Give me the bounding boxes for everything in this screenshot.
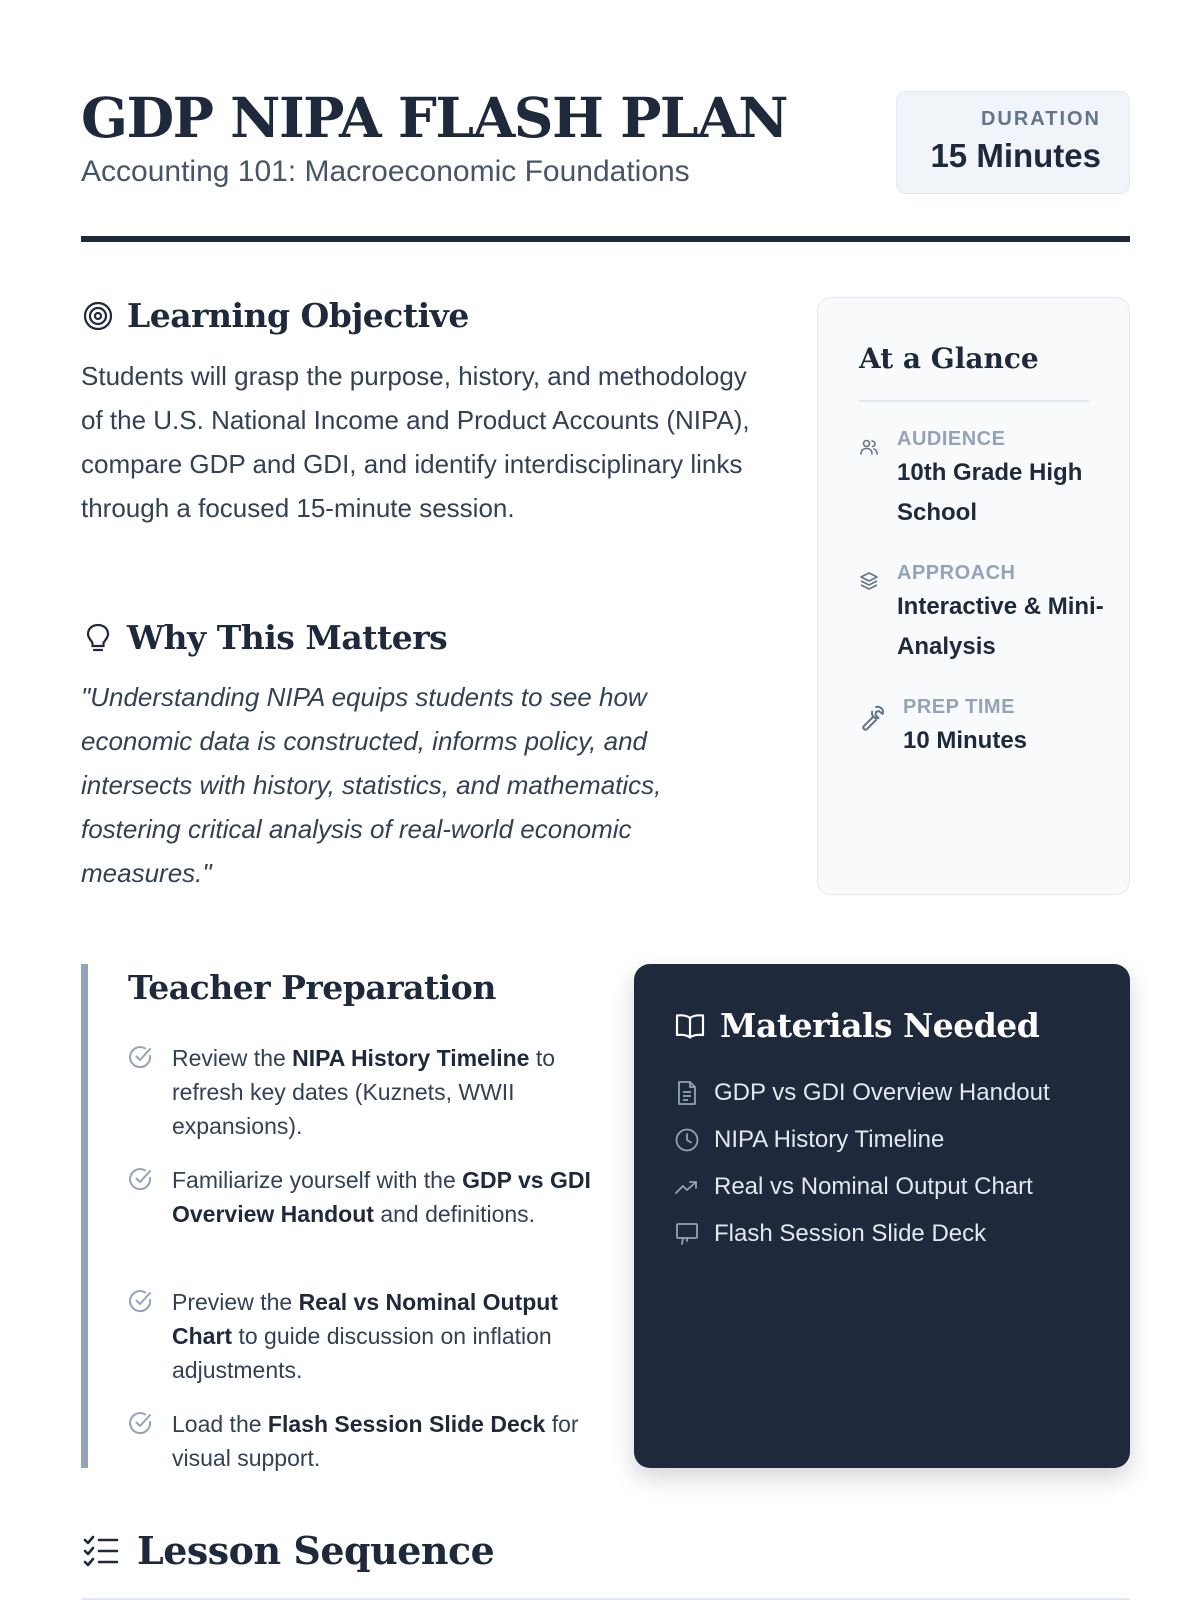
header-divider	[81, 236, 1130, 242]
glance-value-approach: Interactive & Mini-Analysis	[897, 593, 1104, 660]
at-a-glance-title: At a Glance	[859, 342, 1039, 375]
prep-item	[128, 1407, 598, 1475]
page-subtitle: Accounting 101: Macroeconomic Foundations	[81, 155, 690, 188]
learning-objective-text: Students will grasp the purpose, history, and methodology of the U.S. National Income and Product Accounts (NIPA), compare GDP and GDI, and identify interdisciplinary links through a focused 15-minute session.	[81, 361, 750, 523]
why-this-matters-heading	[81, 618, 447, 657]
page-title: GDP NIPA FLASH PLAN	[81, 85, 788, 150]
material-item	[674, 1123, 944, 1157]
glance-item-approach	[859, 559, 1107, 667]
prep-item-text: Preview the	[172, 1289, 299, 1315]
teacher-preparation-section	[81, 964, 601, 1471]
material-label: Real vs Nominal Output Chart	[714, 1173, 1033, 1200]
prep-item-text: for visual support.	[172, 1411, 579, 1471]
glance-value-audience: 10th Grade High School	[897, 459, 1083, 526]
learning-objective-heading	[81, 296, 469, 335]
material-item	[674, 1170, 1033, 1204]
why-this-matters-title: Why This Matters	[127, 618, 448, 657]
lesson-sequence-heading	[81, 1528, 494, 1573]
presentation-icon	[674, 1221, 700, 1247]
check-circle-icon	[128, 1044, 158, 1143]
prep-item-highlight: NIPA History Timeline	[292, 1045, 530, 1071]
glance-item-prep-time	[859, 693, 1027, 761]
material-item	[674, 1076, 1050, 1110]
duration-label: DURATION	[980, 108, 1101, 130]
prep-item-highlight: Flash Session Slide Deck	[267, 1411, 546, 1437]
prep-item-text: Familiarize yourself with the	[172, 1167, 463, 1193]
duration-badge	[896, 91, 1130, 194]
learning-objective-title: Learning Objective	[127, 296, 469, 335]
teacher-preparation-title: Teacher Preparation	[128, 968, 496, 1007]
page-header	[81, 86, 1130, 242]
check-circle-icon	[128, 1410, 158, 1475]
prep-item-highlight: Real vs Nominal Output Chart	[172, 1289, 558, 1349]
prep-item	[128, 1163, 598, 1231]
target-icon	[81, 299, 115, 333]
wrench-icon	[859, 703, 887, 761]
prep-item-text: Review the	[172, 1045, 293, 1071]
prep-item-text: to refresh key dates (Kuznets, WWII expansions).	[172, 1045, 556, 1139]
book-open-icon	[674, 1009, 708, 1043]
at-a-glance-divider	[859, 400, 1089, 402]
trending-up-icon	[674, 1174, 700, 1200]
check-circle-icon	[128, 1288, 158, 1387]
material-label: GDP vs GDI Overview Handout	[714, 1079, 1050, 1106]
materials-needed-heading	[674, 1006, 1039, 1045]
material-label: NIPA History Timeline	[714, 1126, 945, 1153]
clock-icon	[674, 1127, 700, 1153]
users-icon	[859, 437, 881, 533]
prep-item	[128, 1041, 598, 1143]
glance-label-prep-time: PREP TIME	[903, 696, 1015, 718]
lightbulb-icon	[81, 621, 115, 655]
glance-item-audience	[859, 425, 1107, 533]
lesson-sequence-title: Lesson Sequence	[137, 1528, 495, 1573]
glance-value-prep-time: 10 Minutes	[903, 727, 1028, 754]
materials-needed-title: Materials Needed	[720, 1006, 1040, 1045]
check-circle-icon	[128, 1166, 158, 1231]
prep-item-highlight: GDP vs GDI Overview Handout	[172, 1167, 591, 1227]
prep-item-text: to guide discussion on inflation adjustments.	[172, 1323, 552, 1383]
glance-label-audience: AUDIENCE	[897, 428, 1006, 450]
at-a-glance-card	[817, 297, 1130, 895]
document-icon	[674, 1080, 700, 1106]
material-label: Flash Session Slide Deck	[714, 1220, 987, 1247]
why-this-matters-quote: "Understanding NIPA equips students to see how economic data is constructed, informs policy, and intersects with history, statistics, and mathematics, fostering critical analysis of real-world economic measures."	[81, 682, 662, 888]
prep-item	[128, 1285, 598, 1387]
materials-needed-card	[634, 964, 1130, 1468]
checklist-icon	[81, 1531, 121, 1571]
prep-item-text: Load the	[172, 1411, 268, 1437]
duration-value: 15 Minutes	[930, 137, 1101, 174]
layers-icon	[859, 571, 881, 667]
prep-item-text: and definitions.	[373, 1201, 536, 1227]
glance-label-approach: APPROACH	[897, 562, 1016, 584]
material-item	[674, 1217, 986, 1251]
